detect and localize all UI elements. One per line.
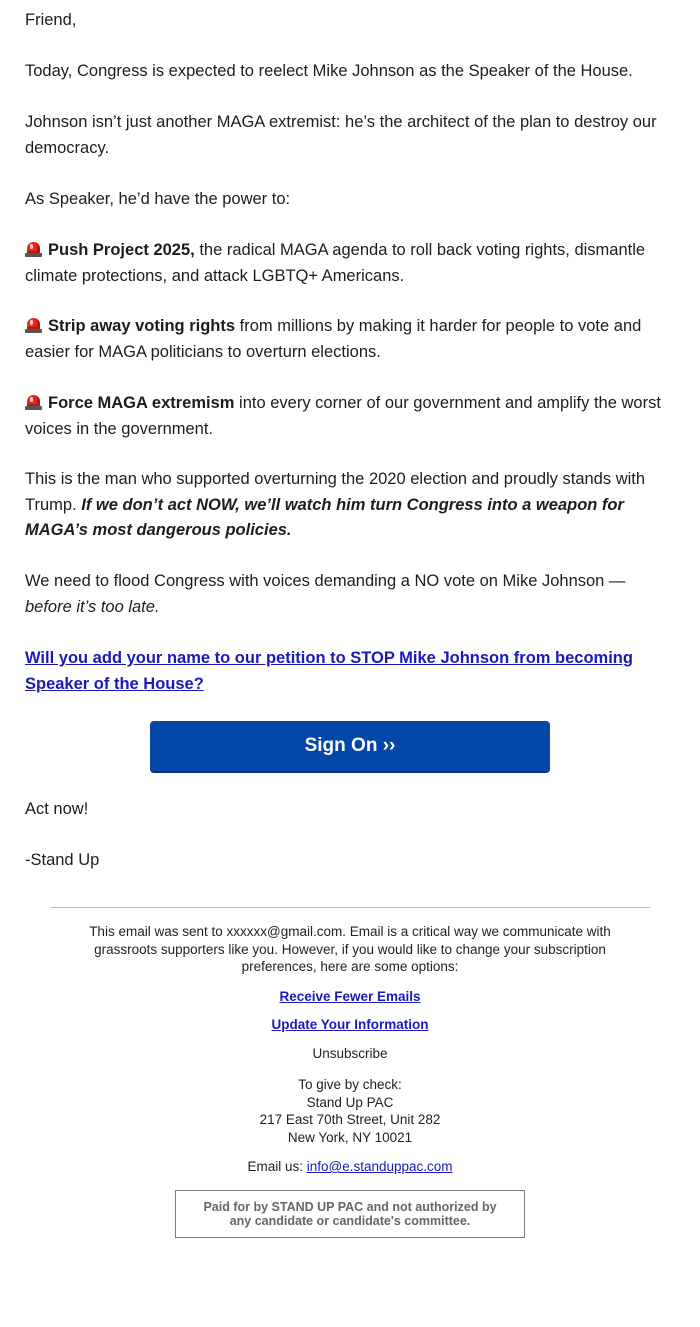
- trump-paragraph: [25, 467, 675, 544]
- bullet-text: into every corner of our government and amplify the worst voices in the government.: [25, 394, 661, 438]
- flood-paragraph: [25, 569, 675, 620]
- siren-icon: [25, 394, 42, 410]
- check-heading: To give by check:: [298, 1077, 402, 1092]
- extremist-paragraph: Johnson isn’t just another MAGA extremist: he’s the architect of the plan to destroy our democracy.: [25, 113, 657, 157]
- sent-notice: This email was sent to xxxxxx@gmail.com. Email is a critical way we communicate with grassroots supporters like you. However, if you would like to change your subscription preferences, here are some options:: [89, 924, 611, 974]
- unsubscribe-link[interactable]: Unsubscribe: [312, 1046, 388, 1061]
- signoff: -Stand Up: [25, 851, 100, 869]
- petition-link[interactable]: Will you add your name to our petition to STOP Mike Johnson from becoming Speaker of the House?: [25, 649, 633, 693]
- receive-fewer-emails-link[interactable]: Receive Fewer Emails: [279, 989, 421, 1004]
- footer-fewer-emails: [70, 988, 630, 1006]
- sign-on-button[interactable]: Sign On ››: [150, 721, 550, 773]
- intro-paragraph: Today, Congress is expected to reelect Mike Johnson as the Speaker of the House.: [25, 62, 633, 80]
- footer-divider: [50, 907, 650, 908]
- address-line-1: 217 East 70th Street, Unit 282: [259, 1112, 441, 1127]
- bullet-bold: Push Project 2025,: [48, 241, 195, 259]
- footer-email-line: [70, 1158, 630, 1176]
- siren-icon: [25, 241, 42, 257]
- flood-text: We need to flood Congress with voices demanding a NO vote on Mike Johnson —: [25, 572, 626, 590]
- bullet-text: from millions by making it harder for people to vote and easier for MAGA politicians to overturn elections.: [25, 317, 642, 361]
- org-name: Stand Up PAC: [306, 1094, 394, 1110]
- footer-update-info: [70, 1016, 630, 1034]
- bullet-text: the radical MAGA agenda to roll back voting rights, dismantle climate protections, and attack LGBTQ+ Americans.: [25, 241, 646, 285]
- trump-text: This is the man who supported overturning the 2020 election and proudly stands with Trump.: [25, 470, 646, 514]
- siren-icon: [25, 317, 42, 333]
- update-information-link[interactable]: Update Your Information: [271, 1017, 429, 1032]
- bullet-voting-rights: [25, 314, 675, 365]
- bullet-project-2025: [25, 238, 675, 289]
- greeting: Friend,: [25, 11, 77, 29]
- trump-emphasis: If we don’t act NOW, we’ll watch him turn Congress into a weapon for MAGA’s most dangerous policies.: [25, 495, 624, 539]
- contact-email-link[interactable]: info@e.standuppac.com: [306, 1159, 453, 1174]
- check-address-block: [70, 1076, 630, 1146]
- bullet-bold: Force MAGA extremism: [48, 394, 235, 412]
- bullet-bold: Strip away voting rights: [48, 317, 236, 335]
- speaker-power-line: As Speaker, he’d have the power to:: [25, 190, 291, 208]
- bullet-maga-extremism: [25, 391, 675, 442]
- address-line-2: New York, NY 10021: [287, 1129, 413, 1145]
- act-now-text: Act now!: [25, 800, 89, 818]
- email-label: Email us:: [247, 1159, 307, 1174]
- flood-italic: before it’s too late.: [25, 597, 160, 616]
- paid-for-disclaimer: Paid for by STAND UP PAC and not authorized by any candidate or candidate's committee.: [175, 1190, 525, 1238]
